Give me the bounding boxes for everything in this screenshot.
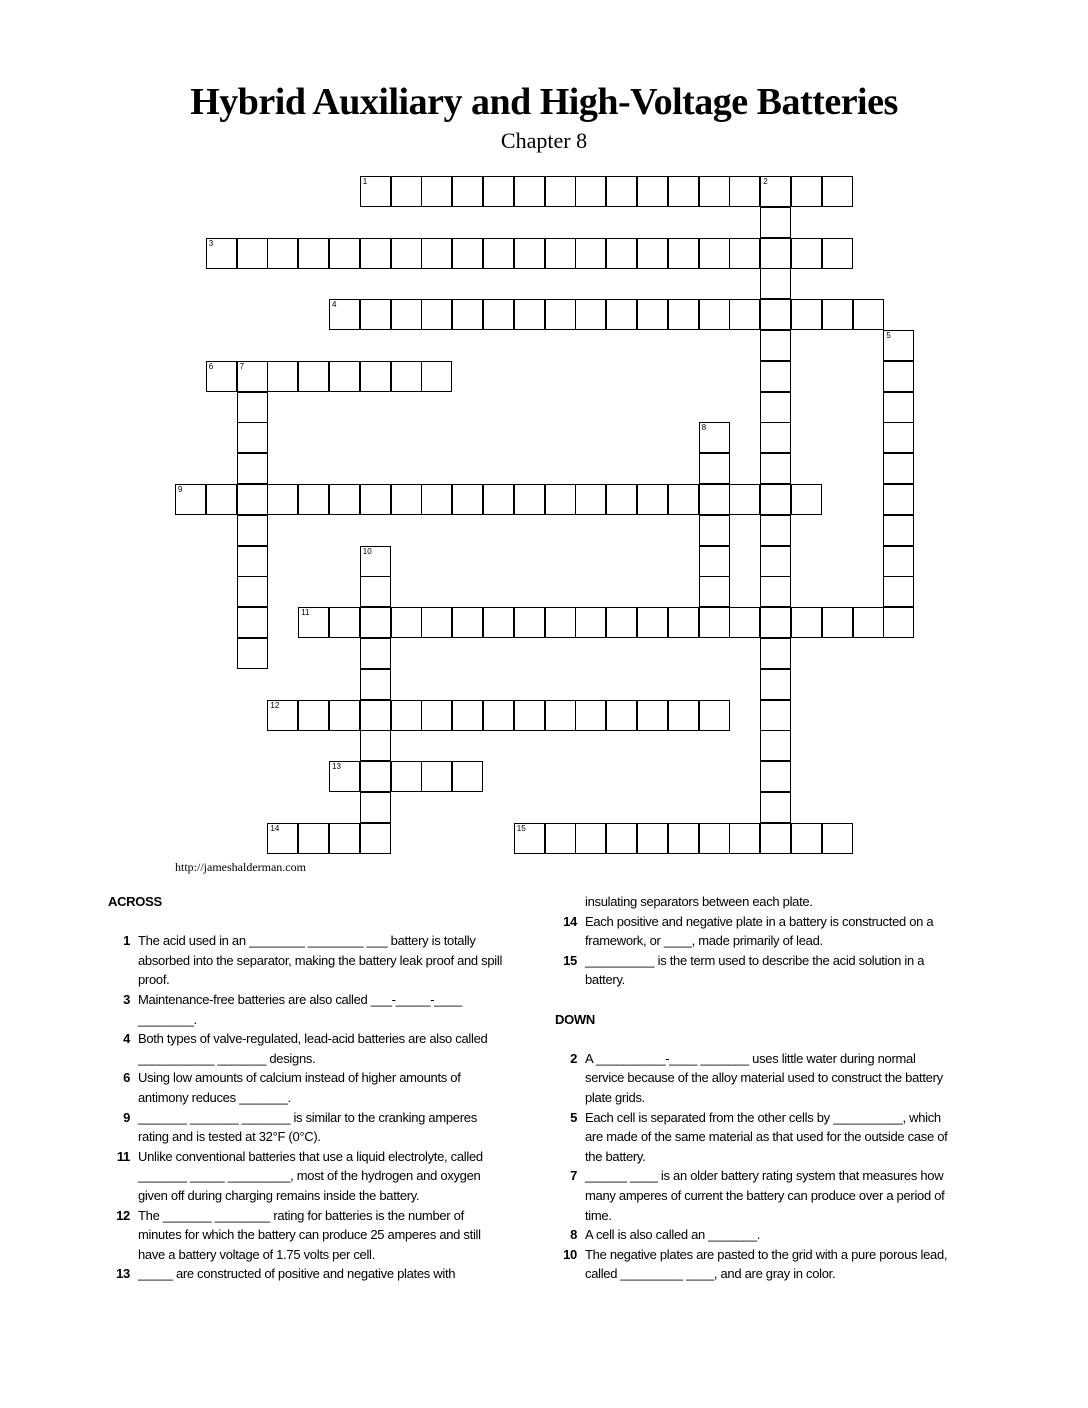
crossword-cell[interactable]	[360, 576, 391, 607]
crossword-cell[interactable]	[883, 330, 914, 361]
crossword-cell[interactable]	[760, 730, 791, 761]
crossword-cell[interactable]	[760, 268, 791, 299]
crossword-cell[interactable]	[391, 700, 422, 731]
crossword-cell[interactable]	[329, 299, 360, 330]
cell-number: 1	[362, 177, 368, 186]
clue-number: 14	[563, 913, 577, 929]
clue-number: 4	[123, 1031, 130, 1047]
clue-number: 10	[563, 1246, 577, 1262]
clue-text: _______ _______ _______ is similar to the cranking amperes rating and is tested at 32°F (0°C).	[138, 1109, 477, 1145]
crossword-cell[interactable]	[883, 515, 914, 546]
crossword-cell[interactable]	[360, 361, 391, 392]
crossword-cell[interactable]	[760, 299, 791, 330]
clue-item	[108, 1108, 508, 1147]
crossword-cell[interactable]	[883, 392, 914, 423]
crossword-cell[interactable]	[822, 238, 853, 269]
crossword-cell[interactable]	[329, 761, 360, 792]
crossword-cell[interactable]	[699, 238, 730, 269]
crossword-cell[interactable]	[206, 361, 237, 392]
crossword-cell[interactable]	[483, 238, 514, 269]
crossword-cell[interactable]	[668, 700, 699, 731]
cell-number: 6	[208, 361, 214, 371]
crossword-cell[interactable]	[699, 700, 730, 731]
crossword-cell[interactable]	[483, 607, 514, 638]
crossword-cell[interactable]	[637, 176, 668, 207]
across-clue-list-continued	[555, 912, 955, 990]
crossword-cell[interactable]	[545, 299, 576, 330]
crossword-cell[interactable]	[760, 453, 791, 484]
page-subtitle: Chapter 8	[500, 128, 588, 153]
crossword-cell[interactable]	[421, 299, 452, 330]
crossword-cell[interactable]	[822, 176, 853, 207]
crossword-cell[interactable]	[606, 299, 637, 330]
cell-number: 5	[886, 331, 891, 340]
crossword-cell[interactable]	[391, 299, 422, 330]
crossword-cell[interactable]	[699, 515, 730, 546]
crossword-cell[interactable]	[668, 484, 699, 515]
clue-item	[555, 1245, 955, 1284]
crossword-cell[interactable]	[883, 453, 914, 484]
clue-number: 12	[116, 1207, 130, 1223]
across-clue-list	[108, 931, 508, 1284]
crossword-cell[interactable]	[606, 700, 637, 731]
crossword-cell[interactable]	[791, 299, 822, 330]
clue-text: Each cell is separated from the other cells by __________, which are made of the same material as that used for the outside case of the battery.	[585, 1109, 948, 1164]
crossword-cell[interactable]	[699, 607, 730, 638]
crossword-cell[interactable]	[360, 484, 391, 515]
crossword-cell[interactable]	[514, 607, 545, 638]
clue-item	[555, 1108, 955, 1167]
crossword-cell[interactable]	[729, 607, 760, 638]
crossword-cell[interactable]	[699, 546, 730, 577]
crossword-cell[interactable]	[760, 422, 791, 453]
crossword-cell[interactable]	[729, 484, 760, 515]
crossword-cell[interactable]	[760, 546, 791, 577]
crossword-cell[interactable]	[699, 176, 730, 207]
crossword-cell[interactable]	[298, 607, 329, 638]
crossword-cell[interactable]	[267, 823, 298, 854]
crossword-cell[interactable]	[729, 299, 760, 330]
crossword-cell[interactable]	[298, 484, 329, 515]
crossword-cell[interactable]	[237, 422, 268, 453]
down-heading: DOWN	[555, 1011, 595, 1027]
crossword-cell[interactable]	[668, 823, 699, 854]
clue-item	[108, 1029, 508, 1068]
crossword-cell[interactable]	[237, 453, 268, 484]
crossword-cell[interactable]	[699, 484, 730, 515]
crossword-cell[interactable]	[360, 669, 391, 700]
across-clue-continuation: insulating separators between each plate.	[585, 894, 813, 909]
crossword-cell[interactable]	[575, 823, 606, 854]
crossword-cell[interactable]	[514, 299, 545, 330]
crossword-cell[interactable]	[360, 638, 391, 669]
clue-text: Using low amounts of calcium instead of higher amounts of antimony reduces _______.	[138, 1070, 461, 1105]
crossword-cell[interactable]	[391, 761, 422, 792]
crossword-cell[interactable]	[760, 761, 791, 792]
crossword-cell[interactable]	[206, 238, 237, 269]
crossword-cell[interactable]	[883, 546, 914, 577]
crossword-cell[interactable]	[883, 607, 914, 638]
clue-number: 8	[570, 1227, 577, 1243]
crossword-cell[interactable]	[637, 238, 668, 269]
cell-number: 8	[701, 423, 707, 433]
footer-url: http://jameshalderman.com	[175, 860, 306, 874]
crossword-cell[interactable]	[237, 361, 268, 392]
cell-number: 14	[270, 823, 280, 833]
crossword-cell[interactable]	[606, 176, 637, 207]
crossword-cell[interactable]	[760, 330, 791, 361]
crossword-cell[interactable]	[360, 730, 391, 761]
crossword-cell[interactable]	[421, 607, 452, 638]
clue-item	[108, 1147, 508, 1206]
crossword-cell[interactable]	[760, 361, 791, 392]
crossword-cell[interactable]	[391, 238, 422, 269]
crossword-cell[interactable]	[483, 176, 514, 207]
clue-text: Both types of valve-regulated, lead-acid batteries are also called ___________ _______ designs.	[138, 1031, 488, 1066]
clue-item	[555, 1225, 955, 1245]
crossword-cell[interactable]	[360, 238, 391, 269]
crossword-cell[interactable]	[760, 515, 791, 546]
clue-text: __________ is the term used to describe the acid solution in a battery.	[585, 952, 925, 988]
crossword-cell[interactable]	[760, 607, 791, 638]
crossword-cell[interactable]	[545, 607, 576, 638]
crossword-cell[interactable]	[452, 761, 483, 792]
crossword-cell[interactable]	[237, 515, 268, 546]
crossword-cell[interactable]	[575, 176, 606, 207]
crossword-cell[interactable]	[791, 176, 822, 207]
clue-number: 5	[570, 1109, 577, 1125]
crossword-cell[interactable]	[760, 484, 791, 515]
crossword-cell[interactable]	[298, 238, 329, 269]
crossword-cell[interactable]	[545, 238, 576, 269]
crossword-cell[interactable]	[237, 392, 268, 423]
crossword-cell[interactable]	[822, 823, 853, 854]
crossword-cell[interactable]	[298, 823, 329, 854]
crossword-cell[interactable]	[452, 238, 483, 269]
crossword-cell[interactable]	[329, 607, 360, 638]
crossword-cell[interactable]	[791, 484, 822, 515]
clue-number: 3	[123, 991, 130, 1007]
clues-right-column	[555, 892, 955, 1284]
crossword-cell[interactable]	[791, 823, 822, 854]
crossword-cell[interactable]	[298, 361, 329, 392]
crossword-cell[interactable]	[791, 238, 822, 269]
crossword-cell[interactable]	[452, 700, 483, 731]
page-title: Hybrid Auxiliary and High-Voltage Batteries	[190, 81, 898, 123]
crossword-cell[interactable]	[760, 669, 791, 700]
crossword-cell[interactable]	[267, 700, 298, 731]
crossword-cell[interactable]	[853, 299, 884, 330]
crossword-cell[interactable]	[483, 484, 514, 515]
crossword-cell[interactable]	[575, 700, 606, 731]
crossword-cell[interactable]	[360, 607, 391, 638]
clue-text: _____ are constructed of positive and negative plates with	[138, 1266, 456, 1282]
crossword-cell[interactable]	[637, 299, 668, 330]
crossword-cell[interactable]	[483, 299, 514, 330]
clue-item	[555, 912, 955, 951]
crossword-cell[interactable]	[514, 823, 545, 854]
crossword-cell[interactable]	[360, 792, 391, 823]
clue-text: The _______ ________ rating for batteries is the number of minutes for which the battery can produce 25 amperes and still have a battery voltage of 1.75 volts per cell.	[138, 1207, 481, 1262]
clue-item	[108, 1206, 508, 1265]
crossword-cell[interactable]	[360, 546, 391, 577]
crossword-cell[interactable]	[606, 607, 637, 638]
crossword-cell[interactable]	[822, 607, 853, 638]
crossword-cell[interactable]	[452, 299, 483, 330]
crossword-cell[interactable]	[267, 238, 298, 269]
crossword-cell[interactable]	[545, 700, 576, 731]
clue-item	[555, 951, 955, 990]
crossword-cell[interactable]	[760, 238, 791, 269]
crossword-cell[interactable]	[267, 361, 298, 392]
crossword-cell[interactable]	[883, 361, 914, 392]
crossword-cell[interactable]	[329, 823, 360, 854]
crossword-cell[interactable]	[421, 761, 452, 792]
crossword-cell[interactable]	[729, 238, 760, 269]
crossword-cell[interactable]	[267, 484, 298, 515]
clue-number: 6	[123, 1070, 130, 1086]
crossword-cell[interactable]	[760, 207, 791, 238]
crossword-cell[interactable]	[329, 700, 360, 731]
cell-number: 4	[332, 300, 337, 310]
crossword-cell[interactable]	[791, 607, 822, 638]
crossword-cell[interactable]	[360, 299, 391, 330]
crossword-cell[interactable]	[760, 823, 791, 854]
clue-item	[108, 931, 508, 990]
crossword-cell[interactable]	[729, 823, 760, 854]
crossword-cell[interactable]	[483, 700, 514, 731]
cell-number: 2	[763, 177, 768, 186]
crossword-cell[interactable]	[452, 607, 483, 638]
crossword-cell[interactable]	[237, 576, 268, 607]
crossword-cell[interactable]	[360, 823, 391, 854]
crossword-cell[interactable]	[514, 700, 545, 731]
crossword-cell[interactable]	[606, 238, 637, 269]
crossword-cell[interactable]	[421, 484, 452, 515]
clue-text: The acid used in an ________ ________ ___ battery is totally absorbed into the separator, making the battery leak proof and spill proof.	[138, 933, 503, 988]
crossword-cell[interactable]	[575, 484, 606, 515]
crossword-cell[interactable]	[237, 546, 268, 577]
crossword-cell[interactable]	[237, 638, 268, 669]
clue-text: Each positive and negative plate in a battery is constructed on a framework, or ____, made primarily of lead.	[585, 913, 934, 949]
clue-text: A __________-____ _______ uses little water during normal service because of the alloy material used to construct the battery plate grids.	[585, 1050, 943, 1105]
cell-number: 13	[332, 762, 341, 772]
clue-item	[108, 990, 508, 1029]
crossword-cell[interactable]	[452, 176, 483, 207]
crossword-cell[interactable]	[206, 484, 237, 515]
cell-number: 12	[270, 700, 280, 710]
crossword-cell[interactable]	[760, 638, 791, 669]
crossword-cell[interactable]	[637, 700, 668, 731]
clue-text: A cell is also called an _______.	[585, 1227, 761, 1243]
crossword-cell[interactable]	[391, 176, 422, 207]
clue-number: 7	[570, 1168, 577, 1184]
crossword-cell[interactable]	[237, 238, 268, 269]
clues-left-column	[108, 892, 508, 1284]
crossword-cell[interactable]	[668, 299, 699, 330]
clue-number: 13	[116, 1266, 130, 1282]
crossword-cell[interactable]	[514, 484, 545, 515]
clue-text: The negative plates are pasted to the grid with a pure porous lead, called _________ ____, and are gray in color.	[585, 1246, 948, 1282]
crossword-cell[interactable]	[606, 823, 637, 854]
clue-number: 2	[570, 1050, 577, 1066]
crossword-cell[interactable]	[760, 792, 791, 823]
cell-number: 7	[239, 361, 245, 371]
clue-text: Unlike conventional batteries that use a liquid electrolyte, called _______ _____ _________, most of the hydrogen and oxygen given off during charging remains inside the battery.	[138, 1148, 483, 1203]
crossword-cell[interactable]	[391, 484, 422, 515]
crossword-cell[interactable]	[853, 607, 884, 638]
clue-number: 15	[563, 952, 577, 968]
crossword-cell[interactable]	[360, 700, 391, 731]
crossword-cell[interactable]	[237, 607, 268, 638]
crossword-cell[interactable]	[298, 700, 329, 731]
crossword-cell[interactable]	[637, 823, 668, 854]
crossword-cell[interactable]	[329, 484, 360, 515]
crossword-cell[interactable]	[575, 607, 606, 638]
crossword-cell[interactable]	[699, 576, 730, 607]
crossword-cell[interactable]	[421, 700, 452, 731]
crossword-cell[interactable]	[883, 484, 914, 515]
crossword-cell[interactable]	[760, 700, 791, 731]
crossword-cell[interactable]	[699, 453, 730, 484]
crossword-cell[interactable]	[237, 484, 268, 515]
crossword-cell[interactable]	[360, 176, 391, 207]
crossword-cell[interactable]	[391, 607, 422, 638]
crossword-cell[interactable]	[668, 607, 699, 638]
cell-number: 15	[516, 823, 526, 833]
crossword-cell[interactable]	[452, 484, 483, 515]
crossword-cell[interactable]	[699, 299, 730, 330]
crossword-cell[interactable]	[360, 761, 391, 792]
crossword-cell[interactable]	[575, 299, 606, 330]
crossword-cell[interactable]	[760, 176, 791, 207]
clue-number: 1	[123, 933, 130, 949]
clue-item	[555, 1166, 955, 1225]
clue-item	[555, 1049, 955, 1108]
cell-number: 11	[301, 608, 310, 618]
cell-number: 3	[208, 238, 214, 248]
clue-item	[108, 1264, 508, 1284]
crossword-cell[interactable]	[883, 422, 914, 453]
crossword-cell[interactable]	[606, 484, 637, 515]
crossword-cell[interactable]	[514, 238, 545, 269]
crossword-cell[interactable]	[421, 361, 452, 392]
crossword-cell[interactable]	[822, 299, 853, 330]
crossword-cell[interactable]	[637, 607, 668, 638]
crossword-cell[interactable]	[699, 422, 730, 453]
crossword-cell[interactable]	[329, 361, 360, 392]
crossword-cell[interactable]	[699, 823, 730, 854]
crossword-cell[interactable]	[329, 238, 360, 269]
crossword-cell[interactable]	[883, 576, 914, 607]
cell-number: 9	[178, 485, 183, 494]
clue-number: 11	[116, 1148, 130, 1164]
crossword-cell[interactable]	[545, 176, 576, 207]
crossword-cell[interactable]	[575, 238, 606, 269]
crossword-cell[interactable]	[175, 484, 206, 515]
crossword-cell[interactable]	[637, 484, 668, 515]
across-heading: ACROSS	[108, 894, 162, 909]
crossword-cell[interactable]	[545, 823, 576, 854]
clue-text: Maintenance-free batteries are also called ___-_____-____ ________.	[138, 991, 463, 1027]
crossword-cell[interactable]	[668, 176, 699, 207]
crossword-cell[interactable]	[421, 238, 452, 269]
crossword-cell[interactable]	[760, 576, 791, 607]
crossword-cell[interactable]	[729, 176, 760, 207]
crossword-cell[interactable]	[545, 484, 576, 515]
crossword-cell[interactable]	[514, 176, 545, 207]
crossword-cell[interactable]	[391, 361, 422, 392]
down-clue-list	[555, 1049, 955, 1284]
cell-number: 10	[362, 546, 372, 556]
clue-item	[108, 1068, 508, 1107]
crossword-cell[interactable]	[668, 238, 699, 269]
crossword-cell[interactable]	[760, 392, 791, 423]
clue-text: ______ ____ is an older battery rating system that measures how many amperes of current the battery can produce over a period of time.	[585, 1168, 945, 1223]
crossword-cell[interactable]	[421, 176, 452, 207]
clue-number: 9	[123, 1109, 130, 1125]
